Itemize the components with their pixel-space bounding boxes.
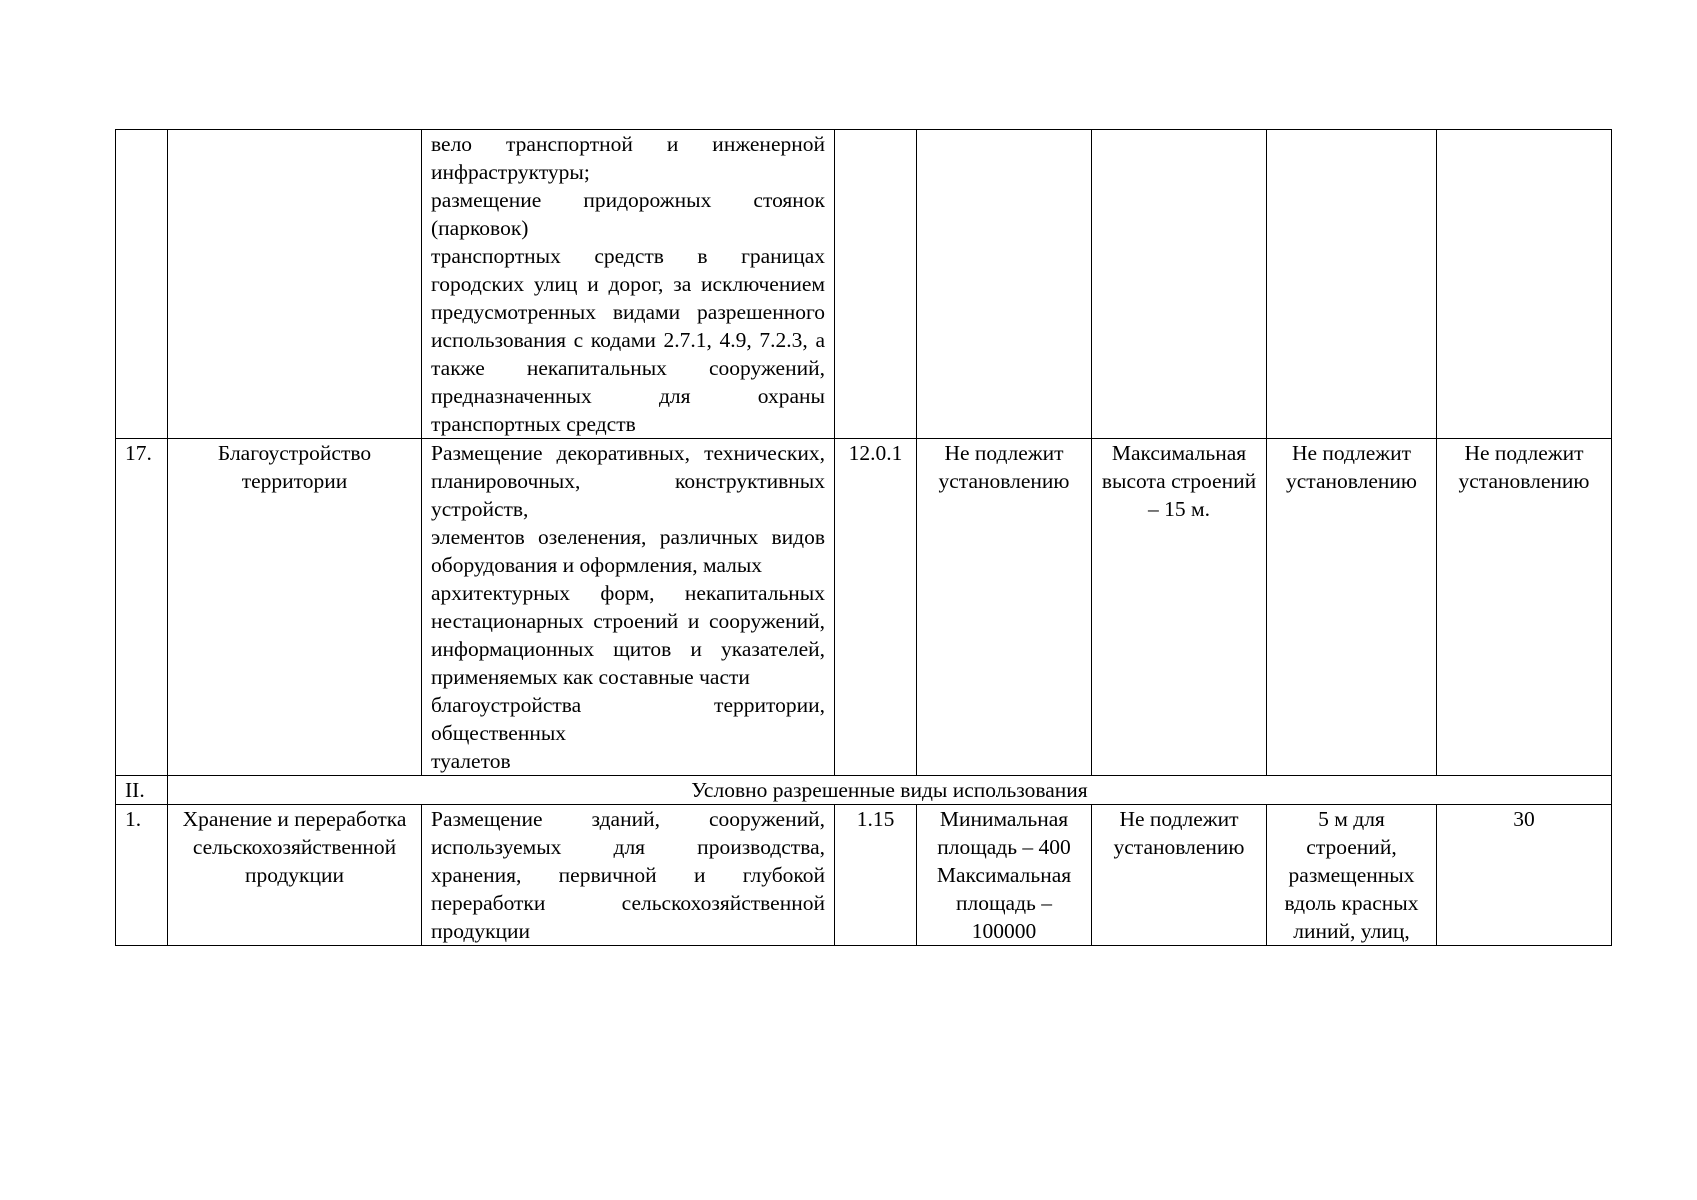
cell-number: 17. bbox=[116, 439, 168, 776]
cell-use-name bbox=[168, 130, 422, 439]
cell-plot-size: Минимальная площадь – 400 Максимальная площадь – 100000 bbox=[917, 805, 1092, 946]
cell-code: 1.15 bbox=[835, 805, 917, 946]
description-paragraph: туалетов bbox=[431, 749, 511, 773]
land-use-regulations-table bbox=[115, 129, 1612, 946]
description-paragraph: размещение придорожных стоянок (парковок) bbox=[431, 188, 825, 240]
description-paragraph: транспортных средств в границах городских улиц и дорог, за исключением предусмотренных видами разрешенного использования с кодами 2.7.1, 4.9, 7.2.3, а также некапитальных сооружений, предназначенных для охраны транспортных средств bbox=[431, 244, 825, 436]
cell-description bbox=[422, 805, 835, 946]
cell-plot-size: Не подлежит установлению bbox=[917, 439, 1092, 776]
cell-coverage: 30 bbox=[1437, 805, 1612, 946]
section-header-row bbox=[116, 776, 1612, 805]
description-paragraph: вело транспортной и инженерной инфраструктуры; bbox=[431, 132, 825, 184]
description-paragraph: информационных щитов и указателей, bbox=[431, 637, 825, 661]
cell-plot-size bbox=[917, 130, 1092, 439]
cell-coverage: Не подлежит установлению bbox=[1437, 439, 1612, 776]
section-title: Условно разрешенные виды использования bbox=[168, 776, 1612, 805]
cell-setback bbox=[1267, 130, 1437, 439]
cell-use-name: Хранение и переработка сельскохозяйственной продукции bbox=[168, 805, 422, 946]
cell-setback: Не подлежит установлению bbox=[1267, 439, 1437, 776]
cell-description bbox=[422, 130, 835, 439]
cell-number: 1. bbox=[116, 805, 168, 946]
description-paragraph: архитектурных форм, некапитальных нестационарных строений и сооружений, bbox=[431, 581, 825, 633]
description-paragraph: оборудования и оформления, малых bbox=[431, 553, 763, 577]
description-paragraph: Размещение зданий, сооружений, используемых для производства, хранения, первичной и глубокой переработки сельскохозяйственной продукции bbox=[431, 807, 825, 943]
table-row-17 bbox=[116, 439, 1612, 776]
description-paragraph: элементов озеленения, различных видов bbox=[431, 525, 825, 549]
cell-code: 12.0.1 bbox=[835, 439, 917, 776]
cell-use-name: Благоустройство территории bbox=[168, 439, 422, 776]
cell-description bbox=[422, 439, 835, 776]
cell-setback: 5 м для строений, размещенных вдоль красных линий, улиц, bbox=[1267, 805, 1437, 946]
description-paragraph: благоустройства территории, общественных bbox=[431, 693, 825, 745]
table-row-1 bbox=[116, 805, 1612, 946]
cell-building-height bbox=[1092, 130, 1267, 439]
cell-building-height: Максимальная высота строений – 15 м. bbox=[1092, 439, 1267, 776]
section-number: II. bbox=[116, 776, 168, 805]
description-paragraph: Размещение декоративных, технических, bbox=[431, 441, 825, 465]
description-paragraph: планировочных, конструктивных устройств, bbox=[431, 469, 825, 521]
cell-code bbox=[835, 130, 917, 439]
description-paragraph: применяемых как составные части bbox=[431, 665, 750, 689]
cell-building-height: Не подлежит установлению bbox=[1092, 805, 1267, 946]
table-row-continuation bbox=[116, 130, 1612, 439]
cell-coverage bbox=[1437, 130, 1612, 439]
cell-number bbox=[116, 130, 168, 439]
